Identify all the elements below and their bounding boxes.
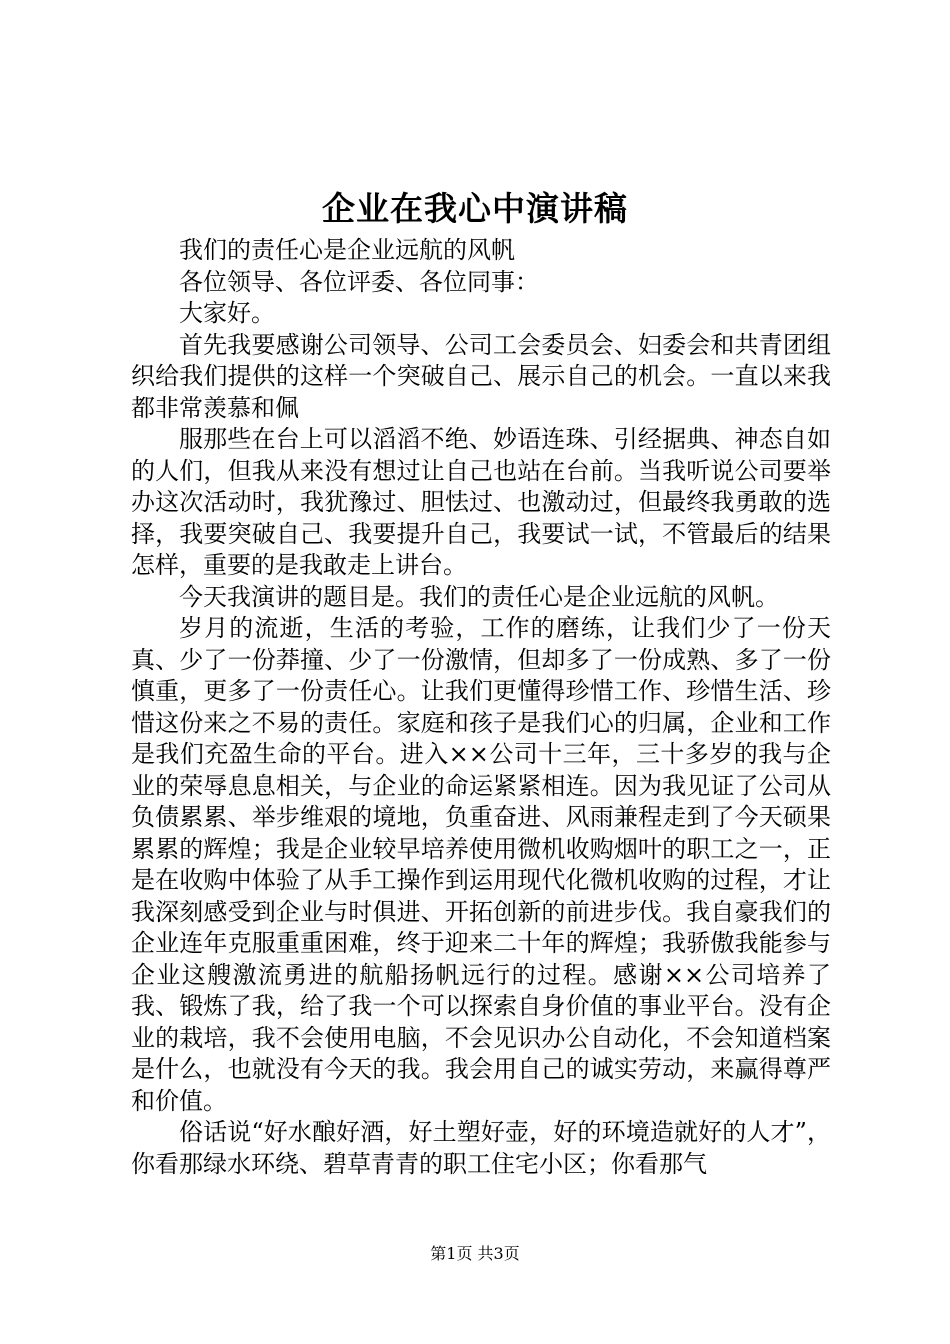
- paragraph: 岁月的流逝，生活的考验，工作的磨练，让我们少了一份天真、少了一份莽撞、少了一份激情，但却多了一份成熟、多了一份慎重，更多了一份责任心。让我们更懂得珍惜工作、珍惜生活、珍惜这份来之不易的责任。家庭和孩子是我们心的归属，企业和工作是我们充盈生命的平台。进入××公司十三年，三十多岁的我与企业的荣辱息息相关，与企业的命运紧紧相连。因为我见证了公司从负债累累、举步维艰的境地，负重奋进、风雨兼程走到了今天硕果累累的辉煌；我是企业较早培养使用微机收购烟叶的职工之一，正是在收购中体验了从手工操作到运用现代化微机收购的过程，才让我深刻感受到企业与时俱进、开拓创新的前进步伐。我自豪我们的企业连年克服重重困难，终于迎来二十年的辉煌；我骄傲我能参与企业这艘激流勇进的航船扬帆远行的过程。感谢××公司培养了我、锻炼了我，给了我一个可以探索自身价值的事业平台。没有企业的栽培，我不会使用电脑，不会见识办公自动化，不会知道档案是什么，也就没有今天的我。我会用自己的诚实劳动，来赢得尊严和价值。: [131, 614, 831, 1115]
- paragraph: 服那些在台上可以滔滔不绝、妙语连珠、引经据典、神态自如的人们，但我从来没有想过让自己也站在台前。当我听说公司要举办这次活动时，我犹豫过、胆怯过、也激动过，但最终我勇敢的选择，我要突破自己、我要提升自己，我要试一试，不管最后的结果怎样，重要的是我敢走上讲台。: [131, 425, 831, 579]
- paragraph-salutation: 各位领导、各位评委、各位同事：: [179, 267, 539, 296]
- paragraph: 首先我要感谢公司领导、公司工会委员会、妇委会和共青团组织给我们提供的这样一个突破自己、展示自己的机会。一直以来我都非常羡慕和佩: [131, 330, 831, 422]
- document-title: 企业在我心中演讲稿: [322, 189, 628, 228]
- paragraph-subtitle: 我们的责任心是企业远航的风帆: [179, 236, 515, 264]
- page-footer: 第1页 共3页: [430, 1244, 520, 1263]
- paragraph: 今天我演讲的题目是。我们的责任心是企业远航的风帆。: [179, 582, 779, 611]
- paragraph-greeting: 大家好。: [179, 299, 275, 327]
- document-body: [131, 235, 831, 1180]
- paragraph: 俗话说“好水酿好酒，好土塑好壶，好的环境造就好的人才”，你看那绿水环绕、碧草青青的职工住宅小区；你看那气: [131, 1118, 831, 1178]
